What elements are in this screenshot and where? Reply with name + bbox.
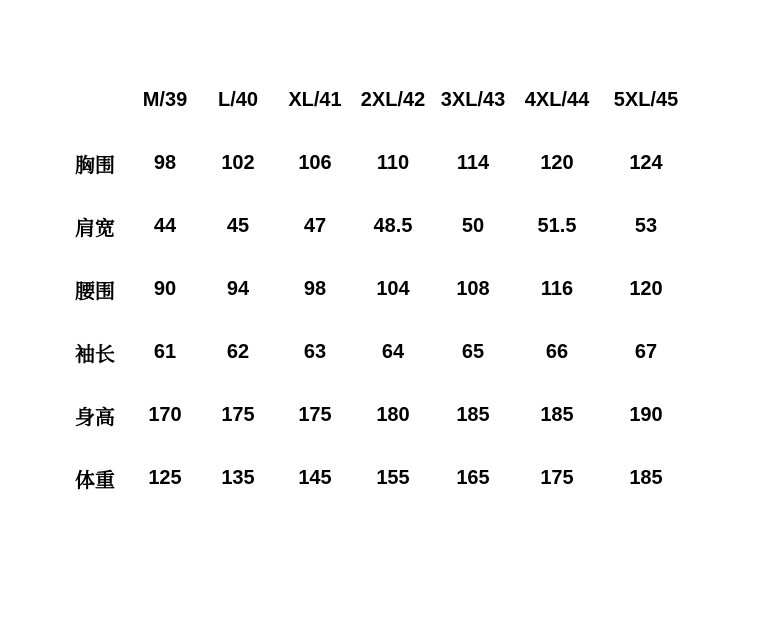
- table-cell: 106: [298, 152, 332, 174]
- table-cell: 175: [540, 467, 574, 489]
- table-cell: 104: [376, 278, 410, 300]
- size-chart-table: [60, 69, 692, 510]
- row-label-chest: 胸围: [75, 155, 115, 177]
- table-cell: 50: [461, 215, 485, 237]
- table-cell: 180: [376, 404, 410, 426]
- table-cell: 190: [629, 404, 663, 426]
- table-cell: 64: [381, 341, 405, 363]
- table-row-height: [60, 384, 692, 447]
- column-header-4xl44: 4XL/44: [524, 89, 590, 111]
- table-cell: 62: [226, 341, 250, 363]
- header-row: [60, 69, 692, 132]
- table-cell: 67: [634, 341, 658, 363]
- table-cell: 63: [303, 341, 327, 363]
- table-cell: 53: [634, 215, 658, 237]
- table-cell: 185: [456, 404, 490, 426]
- table-cell: 170: [148, 404, 182, 426]
- table-cell: 47: [303, 215, 327, 237]
- table-row-chest: [60, 132, 692, 195]
- column-header-3xl43: 3XL/43: [440, 89, 506, 111]
- column-header-2xl42: 2XL/42: [360, 89, 426, 111]
- column-header-5xl45: 5XL/45: [613, 89, 679, 111]
- table-row-shoulder: [60, 195, 692, 258]
- table-cell: 185: [629, 467, 663, 489]
- table-cell: 135: [221, 467, 255, 489]
- corner-cell: [60, 69, 130, 132]
- table-cell: 124: [629, 152, 663, 174]
- table-cell: 114: [456, 152, 490, 174]
- table-row-waist: [60, 258, 692, 321]
- table-cell: 61: [153, 341, 177, 363]
- table-cell: 48.5: [373, 215, 413, 237]
- row-label-weight: 体重: [75, 470, 115, 492]
- table-cell: 110: [376, 152, 410, 174]
- table-cell: 185: [540, 404, 574, 426]
- table-row-sleeve: [60, 321, 692, 384]
- table-cell: 44: [153, 215, 177, 237]
- table-cell: 125: [148, 467, 182, 489]
- table-cell: 108: [456, 278, 490, 300]
- table-cell: 66: [545, 341, 569, 363]
- table-cell: 175: [221, 404, 255, 426]
- table-cell: 145: [298, 467, 332, 489]
- row-label-shoulder: 肩宽: [75, 218, 115, 240]
- row-label-waist: 腰围: [75, 281, 115, 303]
- table-cell: 175: [298, 404, 332, 426]
- table-cell: 120: [540, 152, 574, 174]
- column-header-m39: M/39: [142, 89, 188, 111]
- table-cell: 155: [376, 467, 410, 489]
- column-header-xl41: XL/41: [288, 89, 342, 111]
- column-header-l40: L/40: [217, 89, 259, 111]
- row-label-height: 身高: [75, 407, 115, 429]
- table-cell: 94: [226, 278, 250, 300]
- table-cell: 45: [226, 215, 250, 237]
- row-label-sleeve: 袖长: [75, 344, 115, 366]
- table-cell: 165: [456, 467, 490, 489]
- table-cell: 102: [221, 152, 255, 174]
- table-cell: 51.5: [537, 215, 577, 237]
- table-cell: 116: [540, 278, 574, 300]
- table-cell: 65: [461, 341, 485, 363]
- table-cell: 90: [153, 278, 177, 300]
- table-cell: 120: [629, 278, 663, 300]
- table-row-weight: [60, 447, 692, 510]
- table-cell: 98: [303, 278, 327, 300]
- table-cell: 98: [153, 152, 177, 174]
